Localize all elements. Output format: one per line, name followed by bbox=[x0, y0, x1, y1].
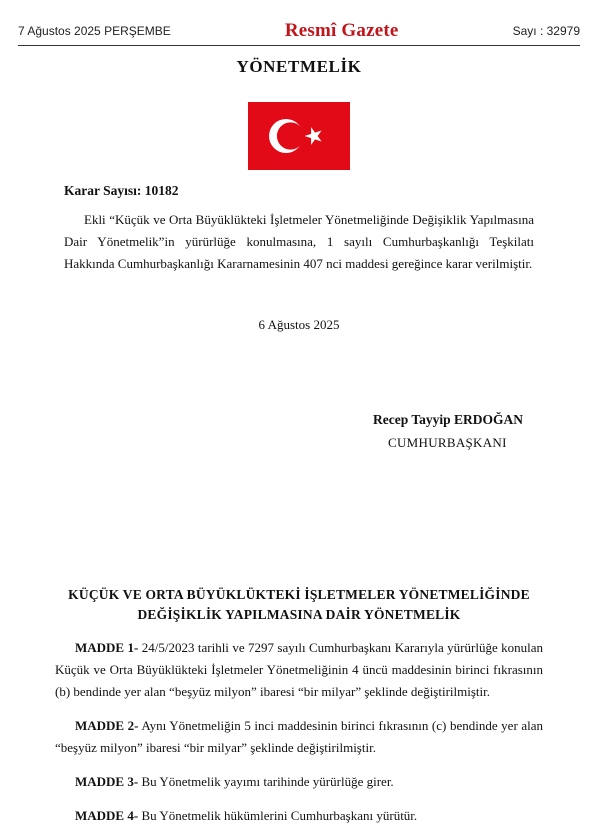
article-1 bbox=[55, 637, 543, 703]
article-label: MADDE 4- bbox=[75, 808, 139, 823]
regulation-title-line: KÜÇÜK VE ORTA BÜYÜKLÜKTEKİ İŞLETMELER YÖNETMELİĞİNDE bbox=[68, 587, 530, 602]
header-divider bbox=[18, 45, 580, 46]
article-text: Bu Yönetmelik hükümlerini Cumhurbaşkanı yürütür. bbox=[141, 808, 418, 823]
article-4 bbox=[55, 805, 543, 827]
article-label: MADDE 3- bbox=[75, 774, 139, 789]
signer-name: Recep Tayyip ERDOĞAN bbox=[373, 412, 524, 427]
turkish-flag-icon bbox=[248, 102, 350, 170]
header-date: 7 Ağustos 2025 PERŞEMBE bbox=[18, 24, 171, 38]
gazette-header bbox=[18, 16, 580, 46]
article-2 bbox=[55, 715, 543, 759]
decree-number: Karar Sayısı: 10182 bbox=[64, 183, 179, 198]
article-label: MADDE 2- bbox=[75, 718, 139, 733]
decree-text: Ekli “Küçük ve Orta Büyüklükteki İşletmeler Yönetmeliğinde Değişiklik Yapılmasına Dair Yönetmelik”in yürürlüğe konulmasına, 1 sayılı Cumhurbaşkanlığı Teşkilatı Hakkında Cumhurbaşkanlığı Kararnamesinin 407 nci maddesi gereğince karar verilmiştir. bbox=[64, 212, 534, 271]
article-text: 24/5/2023 tarihli ve 7297 sayılı Cumhurbaşkanı Kararıyla yürürlüğe konulan Küçük ve Orta Büyüklükteki İşletmeler Yönetmeliğinin 4 üncü maddesinin birinci fıkrasının (b) bendinde yer alan “beşyüz milyon” ibaresi “bir milyar” şeklinde değiştirilmiştir. bbox=[55, 640, 544, 699]
gazette-title: Resmî Gazete bbox=[284, 20, 399, 41]
article-label: MADDE 1- bbox=[75, 640, 139, 655]
regulation-title-line: DEĞİŞİKLİK YAPILMASINA DAİR YÖNETMELİK bbox=[137, 607, 461, 622]
article-text: Bu Yönetmelik yayımı tarihinde yürürlüğe girer. bbox=[141, 774, 394, 789]
regulation-title bbox=[60, 585, 538, 625]
decree-date: 6 Ağustos 2025 bbox=[258, 317, 340, 332]
signer-title: CUMHURBAŞKANI bbox=[388, 435, 507, 450]
article-3 bbox=[55, 771, 543, 793]
section-title: YÖNETMELİK bbox=[236, 57, 362, 76]
article-text: Aynı Yönetmeliğin 5 inci maddesinin birinci fıkrasının (c) bendinde yer alan “beşyüz milyon” ibaresi “bir milyar” şeklinde değiştirilmiştir. bbox=[55, 718, 543, 755]
issue-number: Sayı : 32979 bbox=[512, 24, 580, 38]
